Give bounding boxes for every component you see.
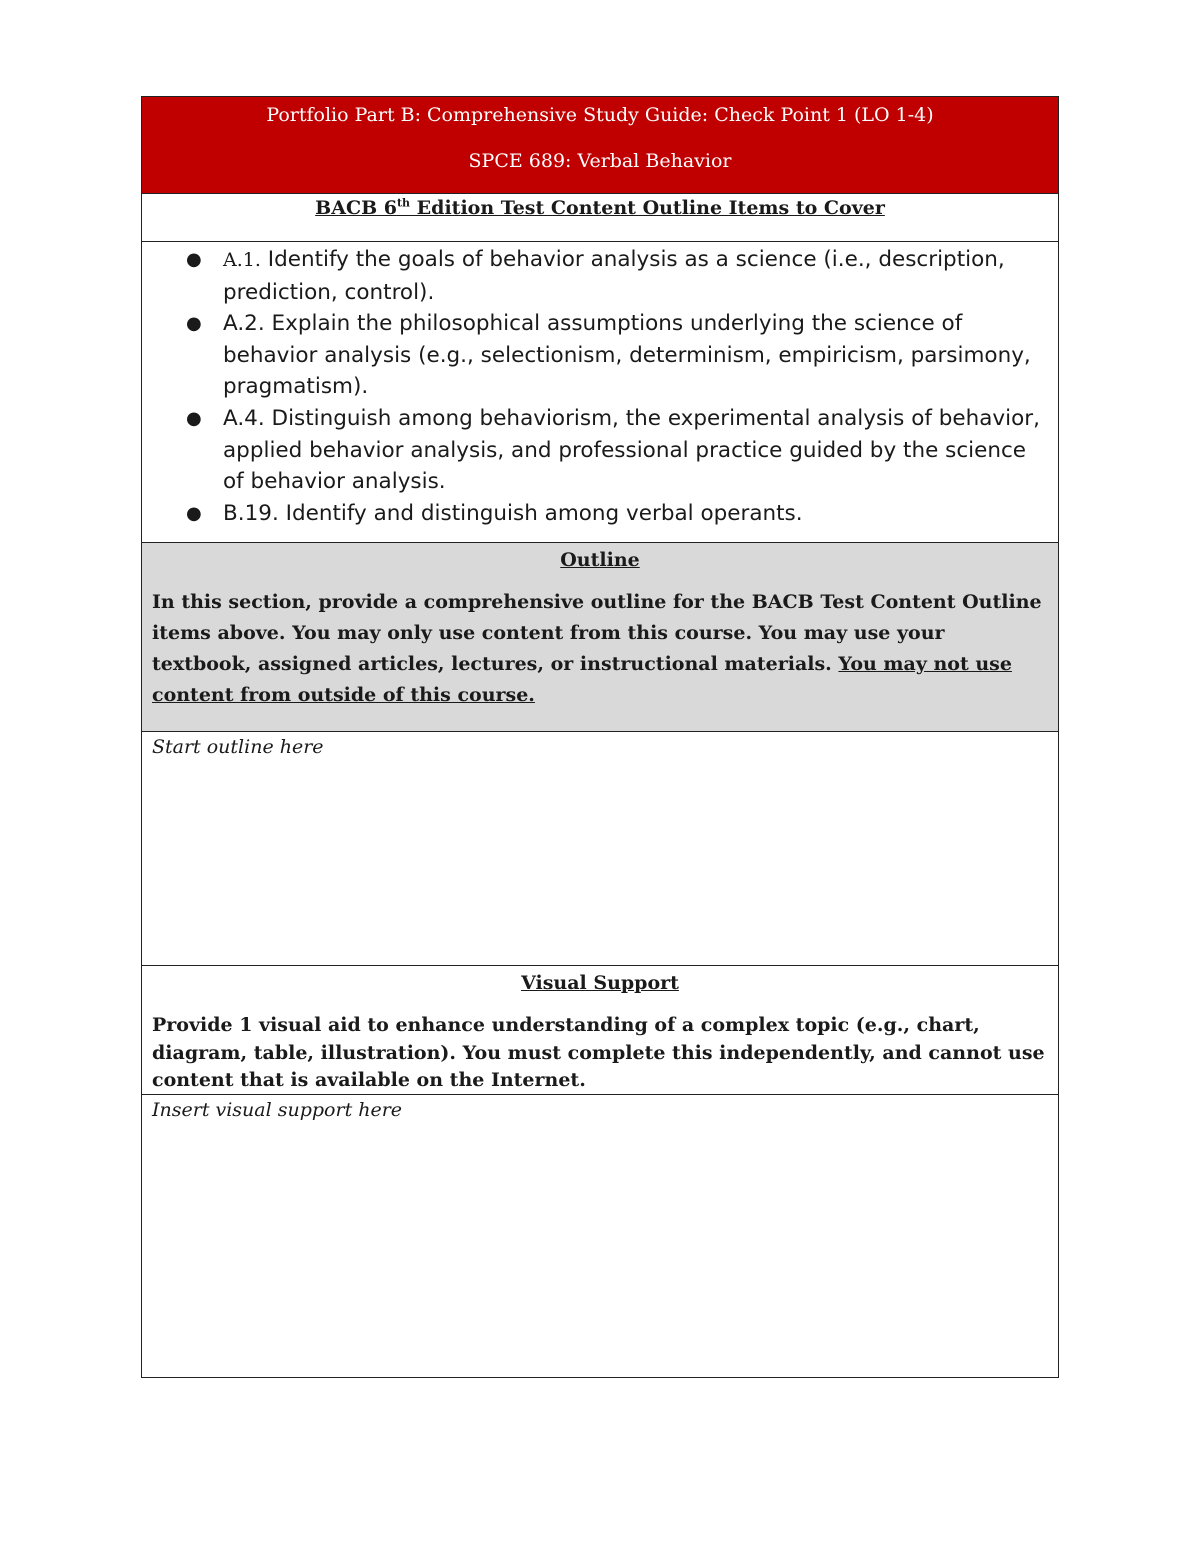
visual-entry-cell[interactable] [142, 1095, 1058, 1377]
bullet-icon: ● [186, 313, 202, 335]
item-text: B.19. Identify and distinguish among verbal operants. [223, 500, 803, 526]
list-item [186, 308, 1044, 403]
course-title: SPCE 689: Verbal Behavior [468, 150, 732, 172]
header-banner [142, 97, 1058, 194]
tco-heading-row [142, 194, 1058, 242]
tco-heading-sup: th [396, 196, 411, 210]
outline-entry-cell[interactable] [142, 732, 1058, 966]
item-text: Identify the goals of behavior analysis as a science (i.e., description, prediction, control). [223, 247, 1005, 305]
item-code: A.1. [223, 249, 261, 271]
outline-instructions-row [142, 543, 1058, 732]
bullet-icon: ● [186, 407, 202, 429]
tco-heading-suffix: Edition Test Content Outline Items to Cover [410, 197, 885, 219]
bullet-icon: ● [186, 249, 202, 270]
tco-items-row [142, 242, 1058, 543]
list-item [186, 498, 1044, 530]
visual-placeholder[interactable]: Insert visual support here [152, 1099, 403, 1121]
outline-restriction: You may not use content from outside of this course. [152, 653, 1012, 706]
visual-instructions: Provide 1 visual aid to enhance understanding of a complex topic (e.g., chart, diagram, table, illustration). You must complete this independently, and cannot use content that is available on the Internet. [152, 1014, 1045, 1091]
tco-heading [315, 197, 885, 219]
document-title: Portfolio Part B: Comprehensive Study Guide: Check Point 1 (LO 1-4) [266, 104, 934, 126]
outline-instructions-text: In this section, provide a comprehensive outline for the BACB Test Content Outline items above. You may only use content from this course. You may use your textbook, assigned articles, lectures, or instructional materials. [152, 591, 1042, 675]
study-guide-table [141, 96, 1059, 1378]
outline-placeholder[interactable]: Start outline here [152, 736, 324, 758]
item-text: A.2. Explain the philosophical assumptions underlying the science of behavior analysis (e.g., selectionism, determinism, empiricism, parsimony, pragmatism). [223, 311, 1031, 400]
list-item [186, 403, 1044, 498]
outline-heading: Outline [560, 549, 640, 571]
list-item [186, 244, 1044, 308]
bullet-icon: ● [186, 502, 202, 524]
tco-items-list [142, 244, 1058, 529]
visual-heading: Visual Support [521, 972, 679, 994]
tco-heading-prefix: BACB 6 [315, 197, 397, 219]
visual-instructions-row [142, 966, 1058, 1095]
item-text: A.4. Distinguish among behaviorism, the experimental analysis of behavior, applied behavior analysis, and professional practice guided by the science of behavior analysis. [223, 405, 1040, 495]
outline-instructions [152, 587, 1048, 711]
